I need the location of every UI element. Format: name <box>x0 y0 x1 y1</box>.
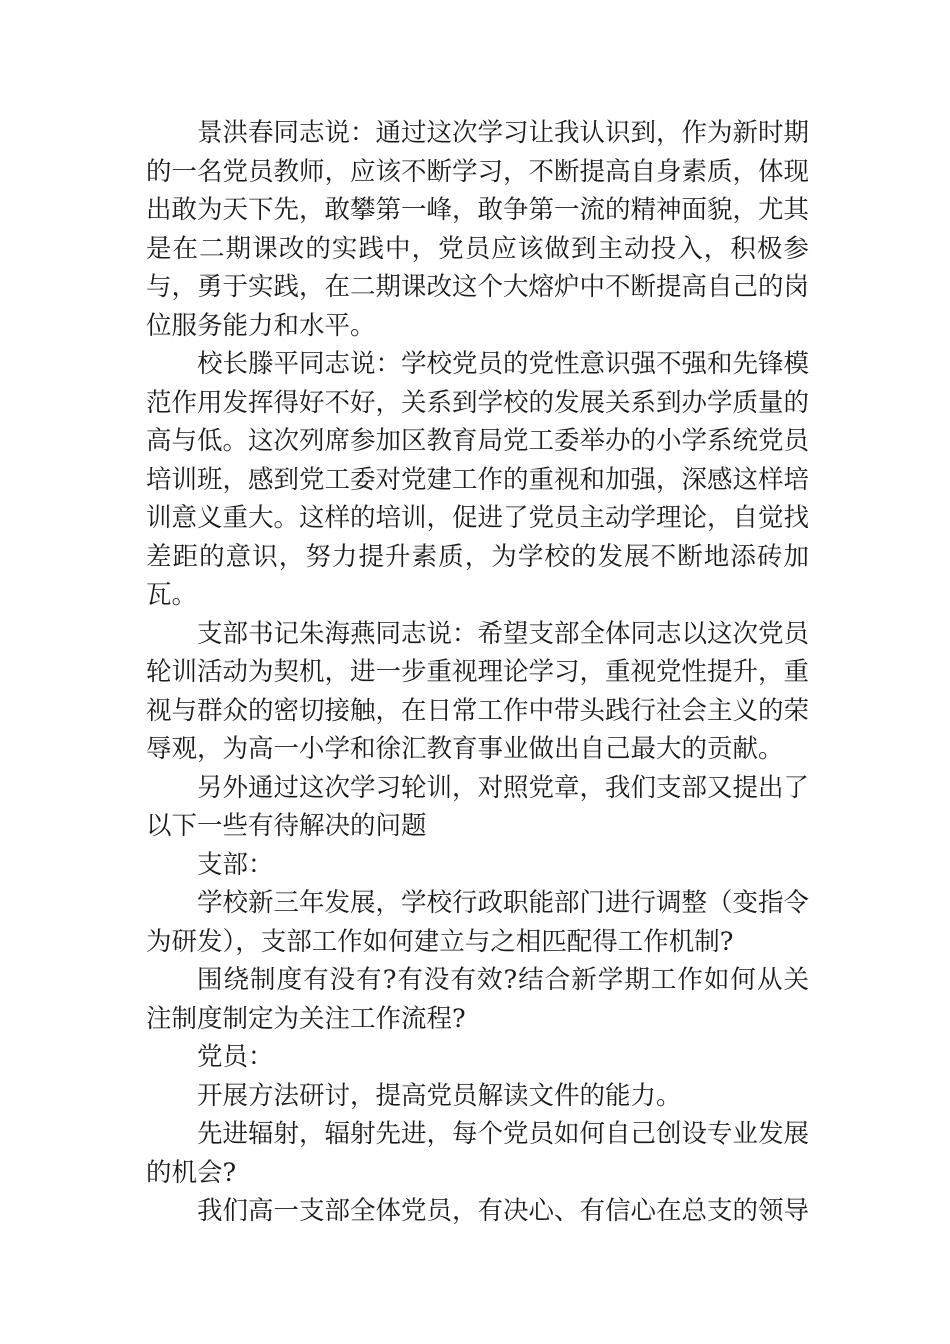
document-body <box>146 114 809 1231</box>
paragraph-zhu-haiyan: 支部书记朱海燕同志说：希望支部全体同志以这次党员轮训活动为契机，进一步重视理论学习，重视党性提升，重视与群众的密切接触，在日常工作中带头践行社会主义的荣辱观，为高一小学和徐汇教育事业做出自己最大的贡献。 <box>146 618 810 764</box>
paragraph-branch-issue-2: 围绕制度有没有?有没有效?结合新学期工作如何从关注制度制定为关注工作流程? <box>146 965 809 1034</box>
paragraph-member-issue-2: 先进辐射，辐射先进，每个党员如何自己创设专业发展的机会? <box>146 1119 810 1188</box>
paragraph-jing-hongchun: 景洪春同志说：通过这次学习让我认识到，作为新时期的一名党员教师，应该不断学习，不断提高自身素质，体现出敢为天下先，敢攀第一峰，敢争第一流的精神面貌，尤其是在二期课改的实践中，党员应该做到主动投入，积极参与，勇于实践，在二期课改这个大熔炉中不断提高自己的岗位服务能力和水平。 <box>146 118 810 341</box>
paragraph-teng-ping: 校长滕平同志说：学校党员的党性意识强不强和先锋模范作用发挥得好不好，关系到学校的发展关系到办学质量的高与低。这次列席参加区教育局党工委举办的小学系统党员培训班，感到党工委对党建工作的重视和加强，深感这样培训意义重大。这样的培训，促进了党员主动学理论，自觉找差距的意识，努力提升素质，为学校的发展不断地添砖加瓦。 <box>146 349 810 610</box>
paragraph-branch-issue-1: 学校新三年发展，学校行政职能部门进行调整（变指令为研发），支部工作如何建立与之相匹配得工作机制? <box>146 888 810 957</box>
paragraph-closing: 我们高一支部全体党员，有决心、有信心在总支的领导 <box>197 1196 810 1226</box>
paragraph-issues-intro: 另外通过这次学习轮训，对照党章，我们支部又提出了以下一些有待解决的问题 <box>146 772 810 841</box>
paragraph-member-issue-1: 开展方法研讨，提高党员解读文件的能力。 <box>197 1080 682 1111</box>
heading-branch: 支部： <box>197 849 274 880</box>
heading-members: 党员： <box>197 1042 274 1072</box>
